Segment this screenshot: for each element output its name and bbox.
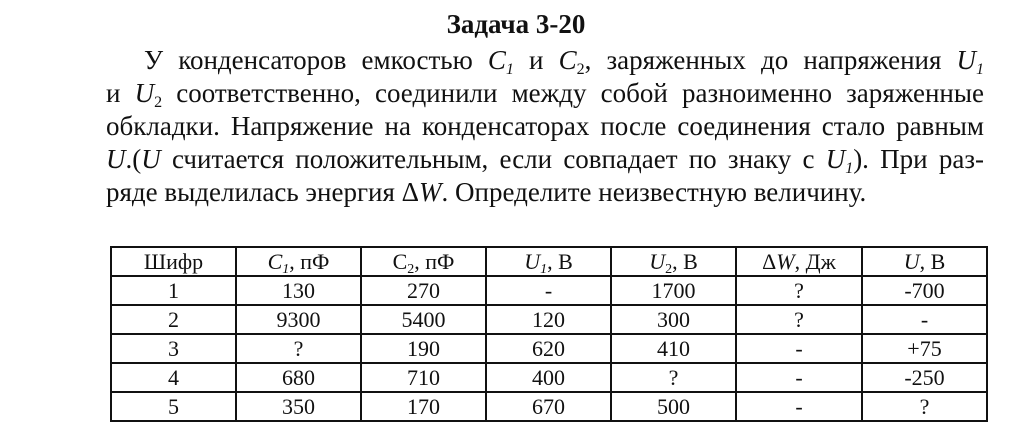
header-cell-u2 [611,247,736,276]
subscript-text: 1 [976,61,984,78]
italic-symbol: C [558,45,577,75]
subscript-text: 2 [407,261,415,277]
table-cell: - [862,305,987,334]
statement-line [106,77,984,110]
table-cell: 620 [486,334,611,363]
text-run: Δ [762,248,777,274]
table-cell: 710 [361,363,486,392]
text-run: , В [919,248,946,274]
text-run: , заряженных до напряжения [584,45,957,75]
italic-symbol: W [776,248,795,274]
header-cell-u1 [486,247,611,276]
italic-symbol: U [649,248,666,274]
statement-line [106,44,984,77]
table-cell: 300 [611,305,736,334]
table-cell: 3 [111,334,236,363]
statement-line [106,176,984,209]
text-run: , Дж [794,248,836,274]
table-cell: 9300 [236,305,361,334]
text-run: . Определите неизвестную величину. [441,177,867,207]
table-cell: ? [736,276,862,305]
table-cell: 270 [361,276,486,305]
italic-symbol: U [134,78,155,108]
table-cell: +75 [862,334,987,363]
table-cell: 670 [486,392,611,421]
table-cell: 400 [486,363,611,392]
table-cell: -250 [862,363,987,392]
subscript-text: 2 [154,94,163,111]
subscript-text: 2 [576,61,585,78]
subscript-text: 1 [845,160,854,177]
italic-symbol: C [267,248,283,274]
table-cell: 5 [111,392,236,421]
table-cell: 5400 [361,305,486,334]
table-cell: ? [736,305,862,334]
statement-line [106,143,984,176]
text-run: и [106,78,135,108]
subscript-text: 1 [540,261,548,277]
table-cell: - [486,276,611,305]
table-cell: 350 [236,392,361,421]
italic-symbol: U [956,45,976,75]
text-run: Шифр [143,248,204,274]
statement-line [106,110,984,143]
header-cell-dw [736,247,862,276]
table-cell: 500 [611,392,736,421]
subscript-text: 1 [282,261,290,277]
text-run: соответственно, соединили между собой разноименно заряженные [162,78,985,108]
text-run: ряде выделилась энергия Δ [106,177,420,207]
table-row [111,276,987,305]
task-statement [106,44,984,209]
header-cell-c2 [361,247,486,276]
italic-symbol: U [524,248,541,274]
table-cell: 170 [361,392,486,421]
table-cell: - [736,363,862,392]
table-row [111,305,987,334]
task-title: Задача 3-20 [446,9,586,39]
table-cell: 1 [111,276,236,305]
table-cell: 120 [486,305,611,334]
italic-symbol: U [106,144,126,174]
table-row [111,392,987,421]
table-cell: 410 [611,334,736,363]
variants-table [110,246,988,422]
table-cell: 190 [361,334,486,363]
text-run: обкладки. Напряжение на конденсаторах после соединения стало равным [106,111,984,141]
text-run: У конденсаторов емкостью [144,45,488,75]
italic-symbol: W [419,177,442,207]
table-header-row [111,247,987,276]
header-cell-c1 [236,247,361,276]
text-run: , В [672,248,698,274]
text-run: , пФ [414,248,455,274]
italic-symbol: C [487,45,506,75]
text-run: , В [547,248,573,274]
table-cell: ? [611,363,736,392]
table-cell: -700 [862,276,987,305]
table-cell: 2 [111,305,236,334]
table-cell: 1700 [611,276,736,305]
table-cell: ? [236,334,361,363]
text-run: ). При раз- [853,144,984,174]
text-run: и [513,45,559,75]
table-cell: 680 [236,363,361,392]
table-row [111,363,987,392]
table-row [111,334,987,363]
table-cell: 130 [236,276,361,305]
subscript-text: 1 [505,61,514,78]
header-cell-u [862,247,987,276]
subscript-text: 2 [665,261,673,277]
italic-symbol: U [825,144,846,174]
text-run: .( [125,144,142,174]
header-cell-code [111,247,236,276]
table-cell: ? [862,392,987,421]
italic-symbol: U [903,248,920,274]
table-cell: - [736,392,862,421]
italic-symbol: U [141,144,161,174]
text-run: считается положительным, если совпадает по знаку с [160,144,826,174]
table-cell: - [736,334,862,363]
text-run: , пФ [289,248,330,274]
table-cell: 4 [111,363,236,392]
text-run: C [392,248,408,274]
